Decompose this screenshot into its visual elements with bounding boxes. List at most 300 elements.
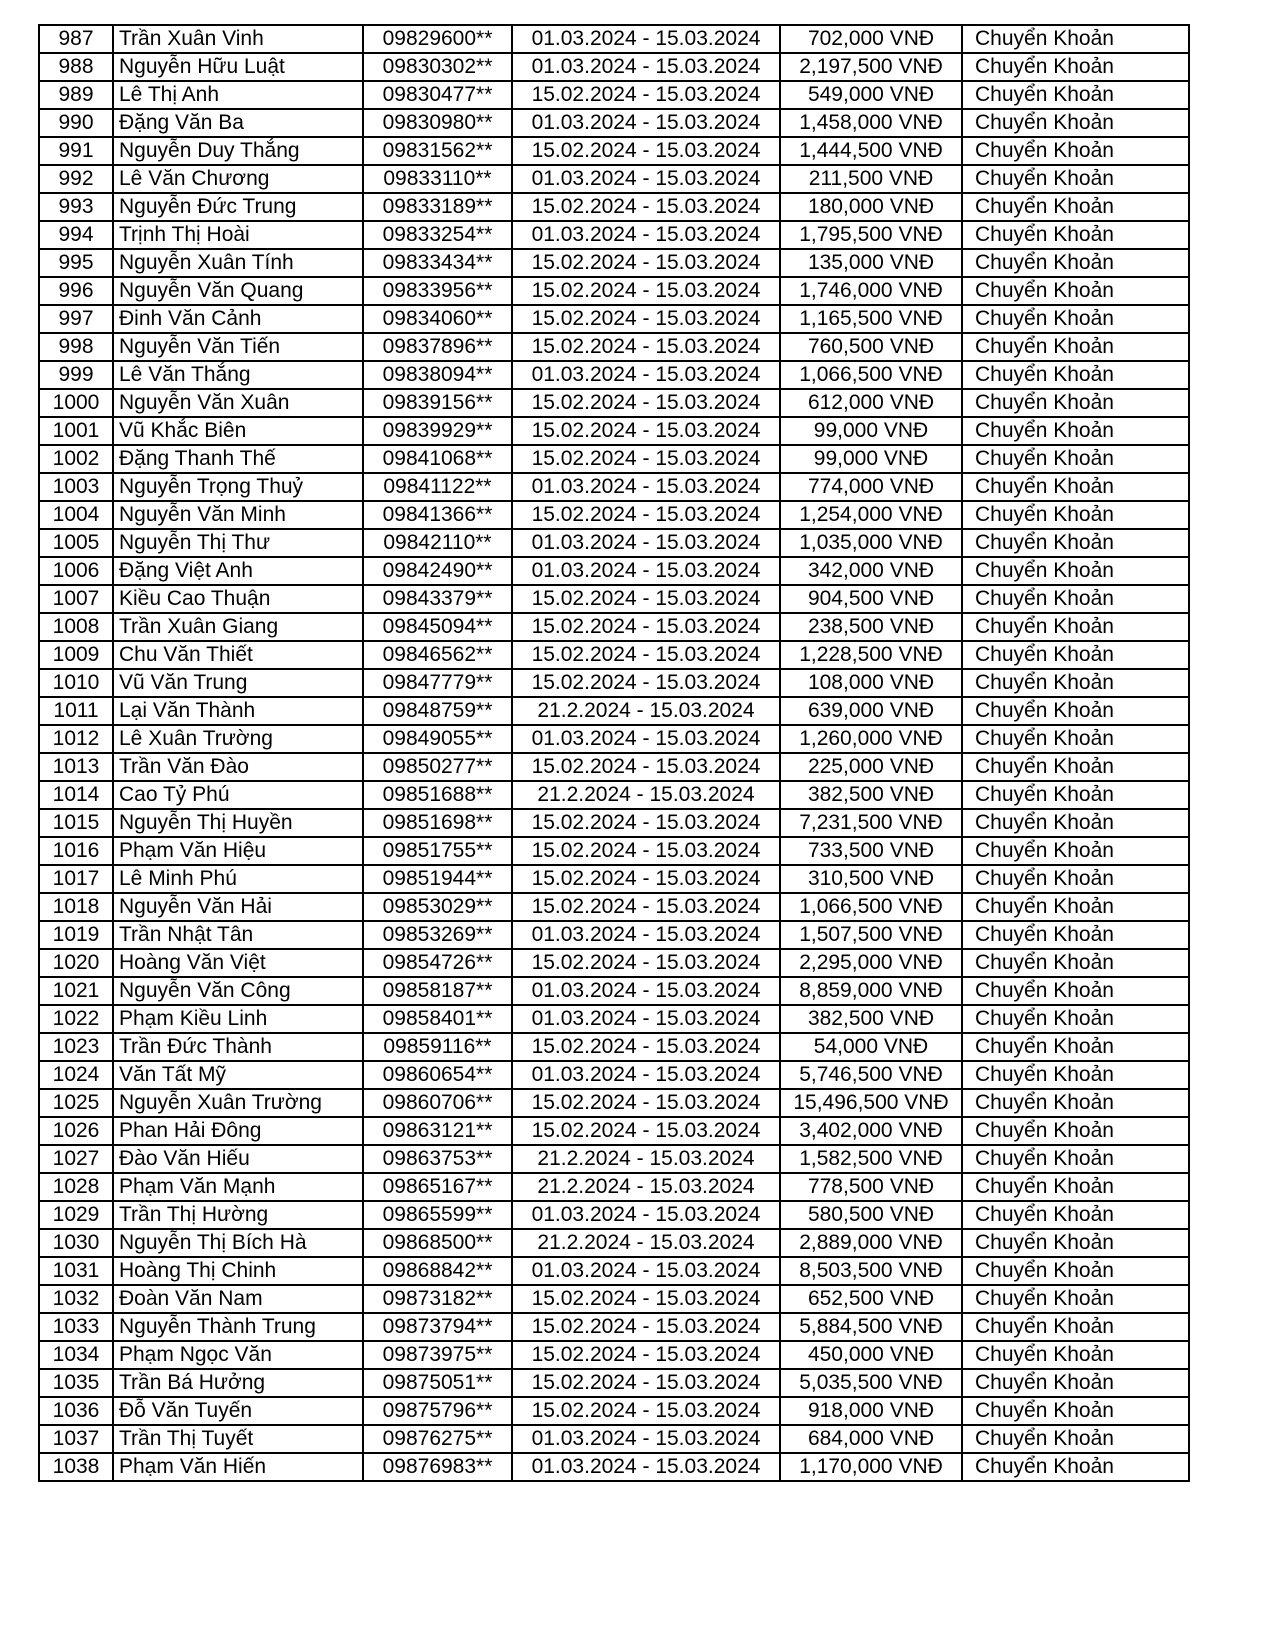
- recipient-name-cell: Trần Thị Tuyết: [113, 1425, 363, 1453]
- payment-method-cell: Chuyển Khoản: [962, 669, 1189, 697]
- phone-number-cell: 09865167**: [363, 1173, 512, 1201]
- row-number-cell: 1032: [39, 1285, 113, 1313]
- recipient-name-cell: Chu Văn Thiết: [113, 641, 363, 669]
- payment-method-cell: Chuyển Khoản: [962, 809, 1189, 837]
- payment-period-cell: 15.02.2024 - 15.03.2024: [512, 249, 780, 277]
- recipient-name-cell: Nguyễn Xuân Tính: [113, 249, 363, 277]
- payment-method-cell: Chuyển Khoản: [962, 1145, 1189, 1173]
- payment-amount-cell: 1,035,000 VNĐ: [780, 529, 962, 557]
- row-number-cell: 1023: [39, 1033, 113, 1061]
- payment-period-cell: 15.02.2024 - 15.03.2024: [512, 137, 780, 165]
- payment-amount-cell: 2,197,500 VNĐ: [780, 53, 962, 81]
- phone-number-cell: 09876983**: [363, 1453, 512, 1481]
- payment-method-cell: Chuyển Khoản: [962, 25, 1189, 53]
- payment-amount-cell: 15,496,500 VNĐ: [780, 1089, 962, 1117]
- payment-method-cell: Chuyển Khoản: [962, 1397, 1189, 1425]
- payment-period-cell: 15.02.2024 - 15.03.2024: [512, 753, 780, 781]
- payment-method-cell: Chuyển Khoản: [962, 1173, 1189, 1201]
- payment-method-cell: Chuyển Khoản: [962, 1285, 1189, 1313]
- phone-number-cell: 09839929**: [363, 417, 512, 445]
- table-row: [39, 865, 1189, 893]
- phone-number-cell: 09833189**: [363, 193, 512, 221]
- payment-method-cell: Chuyển Khoản: [962, 389, 1189, 417]
- payment-amount-cell: 612,000 VNĐ: [780, 389, 962, 417]
- recipient-name-cell: Trần Xuân Vinh: [113, 25, 363, 53]
- recipient-name-cell: Đào Văn Hiếu: [113, 1145, 363, 1173]
- payment-method-cell: Chuyển Khoản: [962, 53, 1189, 81]
- table-row: [39, 1229, 1189, 1257]
- phone-number-cell: 09863121**: [363, 1117, 512, 1145]
- table-row: [39, 81, 1189, 109]
- payment-method-cell: Chuyển Khoản: [962, 753, 1189, 781]
- phone-number-cell: 09865599**: [363, 1201, 512, 1229]
- recipient-name-cell: Nguyễn Thành Trung: [113, 1313, 363, 1341]
- row-number-cell: 1005: [39, 529, 113, 557]
- payment-period-cell: 21.2.2024 - 15.03.2024: [512, 1229, 780, 1257]
- recipient-name-cell: Hoàng Văn Việt: [113, 949, 363, 977]
- payment-period-cell: 15.02.2024 - 15.03.2024: [512, 333, 780, 361]
- phone-number-cell: 09851944**: [363, 865, 512, 893]
- table-row: [39, 109, 1189, 137]
- payment-period-cell: 15.02.2024 - 15.03.2024: [512, 669, 780, 697]
- recipient-name-cell: Đặng Việt Anh: [113, 557, 363, 585]
- payment-period-cell: 01.03.2024 - 15.03.2024: [512, 1425, 780, 1453]
- payment-period-cell: 01.03.2024 - 15.03.2024: [512, 557, 780, 585]
- recipient-name-cell: Lê Văn Chương: [113, 165, 363, 193]
- row-number-cell: 988: [39, 53, 113, 81]
- payment-period-cell: 21.2.2024 - 15.03.2024: [512, 1145, 780, 1173]
- payment-period-cell: 15.02.2024 - 15.03.2024: [512, 277, 780, 305]
- phone-number-cell: 09851688**: [363, 781, 512, 809]
- table-row: [39, 1117, 1189, 1145]
- recipient-name-cell: Phạm Ngọc Văn: [113, 1341, 363, 1369]
- table-row: [39, 1257, 1189, 1285]
- payment-method-cell: Chuyển Khoản: [962, 1033, 1189, 1061]
- row-number-cell: 998: [39, 333, 113, 361]
- payment-period-cell: 15.02.2024 - 15.03.2024: [512, 1117, 780, 1145]
- payment-period-cell: 01.03.2024 - 15.03.2024: [512, 1061, 780, 1089]
- table-row: [39, 165, 1189, 193]
- payment-amount-cell: 733,500 VNĐ: [780, 837, 962, 865]
- table-row: [39, 361, 1189, 389]
- table-row: [39, 585, 1189, 613]
- payment-method-cell: Chuyển Khoản: [962, 1313, 1189, 1341]
- row-number-cell: 1003: [39, 473, 113, 501]
- recipient-name-cell: Lê Thị Anh: [113, 81, 363, 109]
- recipient-name-cell: Phạm Văn Hiệu: [113, 837, 363, 865]
- recipient-name-cell: Nguyễn Văn Hải: [113, 893, 363, 921]
- payout-table: [38, 24, 1190, 1482]
- payment-period-cell: 15.02.2024 - 15.03.2024: [512, 417, 780, 445]
- row-number-cell: 991: [39, 137, 113, 165]
- payout-table-body: [39, 25, 1189, 1481]
- row-number-cell: 987: [39, 25, 113, 53]
- payment-period-cell: 15.02.2024 - 15.03.2024: [512, 1285, 780, 1313]
- recipient-name-cell: Nguyễn Đức Trung: [113, 193, 363, 221]
- table-row: [39, 1341, 1189, 1369]
- phone-number-cell: 09863753**: [363, 1145, 512, 1173]
- row-number-cell: 1017: [39, 865, 113, 893]
- recipient-name-cell: Trần Đức Thành: [113, 1033, 363, 1061]
- recipient-name-cell: Nguyễn Văn Quang: [113, 277, 363, 305]
- payment-period-cell: 15.02.2024 - 15.03.2024: [512, 1033, 780, 1061]
- payment-period-cell: 15.02.2024 - 15.03.2024: [512, 1341, 780, 1369]
- payment-amount-cell: 382,500 VNĐ: [780, 1005, 962, 1033]
- recipient-name-cell: Phạm Kiều Linh: [113, 1005, 363, 1033]
- payment-period-cell: 15.02.2024 - 15.03.2024: [512, 1369, 780, 1397]
- recipient-name-cell: Nguyễn Văn Tiến: [113, 333, 363, 361]
- phone-number-cell: 09833254**: [363, 221, 512, 249]
- phone-number-cell: 09841366**: [363, 501, 512, 529]
- payment-method-cell: Chuyển Khoản: [962, 1229, 1189, 1257]
- row-number-cell: 1018: [39, 893, 113, 921]
- payment-amount-cell: 549,000 VNĐ: [780, 81, 962, 109]
- row-number-cell: 1009: [39, 641, 113, 669]
- recipient-name-cell: Phạm Văn Hiến: [113, 1453, 363, 1481]
- recipient-name-cell: Nguyễn Hữu Luật: [113, 53, 363, 81]
- payment-method-cell: Chuyển Khoản: [962, 193, 1189, 221]
- payment-period-cell: 15.02.2024 - 15.03.2024: [512, 1089, 780, 1117]
- row-number-cell: 1002: [39, 445, 113, 473]
- table-row: [39, 1313, 1189, 1341]
- recipient-name-cell: Trần Văn Đào: [113, 753, 363, 781]
- table-row: [39, 277, 1189, 305]
- payment-method-cell: Chuyển Khoản: [962, 1369, 1189, 1397]
- row-number-cell: 1038: [39, 1453, 113, 1481]
- payment-period-cell: 15.02.2024 - 15.03.2024: [512, 613, 780, 641]
- recipient-name-cell: Đỗ Văn Tuyến: [113, 1397, 363, 1425]
- table-row: [39, 809, 1189, 837]
- table-row: [39, 1033, 1189, 1061]
- payment-period-cell: 01.03.2024 - 15.03.2024: [512, 977, 780, 1005]
- phone-number-cell: 09876275**: [363, 1425, 512, 1453]
- payment-amount-cell: 904,500 VNĐ: [780, 585, 962, 613]
- payment-period-cell: 21.2.2024 - 15.03.2024: [512, 781, 780, 809]
- phone-number-cell: 09830477**: [363, 81, 512, 109]
- table-row: [39, 837, 1189, 865]
- table-row: [39, 557, 1189, 585]
- phone-number-cell: 09851698**: [363, 809, 512, 837]
- payment-method-cell: Chuyển Khoản: [962, 109, 1189, 137]
- row-number-cell: 1037: [39, 1425, 113, 1453]
- payment-amount-cell: 8,503,500 VNĐ: [780, 1257, 962, 1285]
- phone-number-cell: 09845094**: [363, 613, 512, 641]
- payment-method-cell: Chuyển Khoản: [962, 1089, 1189, 1117]
- payment-period-cell: 01.03.2024 - 15.03.2024: [512, 361, 780, 389]
- phone-number-cell: 09834060**: [363, 305, 512, 333]
- recipient-name-cell: Nguyễn Thị Bích Hà: [113, 1229, 363, 1257]
- payment-method-cell: Chuyển Khoản: [962, 165, 1189, 193]
- table-row: [39, 221, 1189, 249]
- row-number-cell: 1024: [39, 1061, 113, 1089]
- recipient-name-cell: Trịnh Thị Hoài: [113, 221, 363, 249]
- recipient-name-cell: Trần Thị Hường: [113, 1201, 363, 1229]
- payment-amount-cell: 108,000 VNĐ: [780, 669, 962, 697]
- recipient-name-cell: Kiều Cao Thuận: [113, 585, 363, 613]
- payment-amount-cell: 918,000 VNĐ: [780, 1397, 962, 1425]
- payment-period-cell: 15.02.2024 - 15.03.2024: [512, 389, 780, 417]
- phone-number-cell: 09829600**: [363, 25, 512, 53]
- payment-period-cell: 01.03.2024 - 15.03.2024: [512, 1201, 780, 1229]
- recipient-name-cell: Nguyễn Duy Thắng: [113, 137, 363, 165]
- recipient-name-cell: Văn Tất Mỹ: [113, 1061, 363, 1089]
- phone-number-cell: 09841068**: [363, 445, 512, 473]
- row-number-cell: 993: [39, 193, 113, 221]
- payment-period-cell: 15.02.2024 - 15.03.2024: [512, 81, 780, 109]
- payment-amount-cell: 774,000 VNĐ: [780, 473, 962, 501]
- payment-amount-cell: 7,231,500 VNĐ: [780, 809, 962, 837]
- payment-period-cell: 01.03.2024 - 15.03.2024: [512, 1005, 780, 1033]
- phone-number-cell: 09873182**: [363, 1285, 512, 1313]
- payment-amount-cell: 1,507,500 VNĐ: [780, 921, 962, 949]
- phone-number-cell: 09858187**: [363, 977, 512, 1005]
- recipient-name-cell: Lê Xuân Trường: [113, 725, 363, 753]
- payment-amount-cell: 1,444,500 VNĐ: [780, 137, 962, 165]
- payment-amount-cell: 310,500 VNĐ: [780, 865, 962, 893]
- payment-period-cell: 21.2.2024 - 15.03.2024: [512, 697, 780, 725]
- payment-method-cell: Chuyển Khoản: [962, 641, 1189, 669]
- table-row: [39, 1089, 1189, 1117]
- recipient-name-cell: Trần Xuân Giang: [113, 613, 363, 641]
- payment-method-cell: Chuyển Khoản: [962, 1425, 1189, 1453]
- recipient-name-cell: Nguyễn Thị Thư: [113, 529, 363, 557]
- payment-amount-cell: 99,000 VNĐ: [780, 445, 962, 473]
- payment-amount-cell: 778,500 VNĐ: [780, 1173, 962, 1201]
- recipient-name-cell: Lê Văn Thắng: [113, 361, 363, 389]
- payment-method-cell: Chuyển Khoản: [962, 501, 1189, 529]
- row-number-cell: 995: [39, 249, 113, 277]
- phone-number-cell: 09837896**: [363, 333, 512, 361]
- phone-number-cell: 09846562**: [363, 641, 512, 669]
- recipient-name-cell: Đinh Văn Cảnh: [113, 305, 363, 333]
- phone-number-cell: 09833956**: [363, 277, 512, 305]
- phone-number-cell: 09842490**: [363, 557, 512, 585]
- row-number-cell: 1025: [39, 1089, 113, 1117]
- recipient-name-cell: Đoàn Văn Nam: [113, 1285, 363, 1313]
- payment-method-cell: Chuyển Khoản: [962, 865, 1189, 893]
- payment-amount-cell: 702,000 VNĐ: [780, 25, 962, 53]
- phone-number-cell: 09851755**: [363, 837, 512, 865]
- table-row: [39, 1061, 1189, 1089]
- payment-amount-cell: 2,295,000 VNĐ: [780, 949, 962, 977]
- payment-period-cell: 01.03.2024 - 15.03.2024: [512, 1257, 780, 1285]
- row-number-cell: 1001: [39, 417, 113, 445]
- payment-period-cell: 15.02.2024 - 15.03.2024: [512, 837, 780, 865]
- payment-period-cell: 15.02.2024 - 15.03.2024: [512, 641, 780, 669]
- phone-number-cell: 09860654**: [363, 1061, 512, 1089]
- table-row: [39, 753, 1189, 781]
- payment-method-cell: Chuyển Khoản: [962, 977, 1189, 1005]
- payment-method-cell: Chuyển Khoản: [962, 221, 1189, 249]
- payment-period-cell: 15.02.2024 - 15.03.2024: [512, 501, 780, 529]
- payment-period-cell: 15.02.2024 - 15.03.2024: [512, 585, 780, 613]
- payment-method-cell: Chuyển Khoản: [962, 1005, 1189, 1033]
- payment-method-cell: Chuyển Khoản: [962, 1117, 1189, 1145]
- payment-amount-cell: 225,000 VNĐ: [780, 753, 962, 781]
- payment-amount-cell: 684,000 VNĐ: [780, 1425, 962, 1453]
- phone-number-cell: 09875796**: [363, 1397, 512, 1425]
- recipient-name-cell: Vũ Khắc Biên: [113, 417, 363, 445]
- payment-amount-cell: 211,500 VNĐ: [780, 165, 962, 193]
- payment-method-cell: Chuyển Khoản: [962, 361, 1189, 389]
- phone-number-cell: 09873975**: [363, 1341, 512, 1369]
- payment-amount-cell: 342,000 VNĐ: [780, 557, 962, 585]
- payment-period-cell: 15.02.2024 - 15.03.2024: [512, 1397, 780, 1425]
- table-row: [39, 977, 1189, 1005]
- payment-method-cell: Chuyển Khoản: [962, 1061, 1189, 1089]
- payment-method-cell: Chuyển Khoản: [962, 949, 1189, 977]
- recipient-name-cell: Lê Minh Phú: [113, 865, 363, 893]
- payment-period-cell: 01.03.2024 - 15.03.2024: [512, 221, 780, 249]
- payment-period-cell: 15.02.2024 - 15.03.2024: [512, 305, 780, 333]
- payment-period-cell: 15.02.2024 - 15.03.2024: [512, 1313, 780, 1341]
- table-row: [39, 389, 1189, 417]
- row-number-cell: 1036: [39, 1397, 113, 1425]
- payment-method-cell: Chuyển Khoản: [962, 1201, 1189, 1229]
- table-row: [39, 1201, 1189, 1229]
- payment-amount-cell: 1,066,500 VNĐ: [780, 361, 962, 389]
- table-row: [39, 249, 1189, 277]
- payment-amount-cell: 1,795,500 VNĐ: [780, 221, 962, 249]
- payment-period-cell: 01.03.2024 - 15.03.2024: [512, 725, 780, 753]
- payment-amount-cell: 5,035,500 VNĐ: [780, 1369, 962, 1397]
- payment-amount-cell: 652,500 VNĐ: [780, 1285, 962, 1313]
- row-number-cell: 1015: [39, 809, 113, 837]
- payment-amount-cell: 5,884,500 VNĐ: [780, 1313, 962, 1341]
- row-number-cell: 1033: [39, 1313, 113, 1341]
- table-row: [39, 305, 1189, 333]
- payment-amount-cell: 3,402,000 VNĐ: [780, 1117, 962, 1145]
- row-number-cell: 1014: [39, 781, 113, 809]
- payment-amount-cell: 180,000 VNĐ: [780, 193, 962, 221]
- row-number-cell: 992: [39, 165, 113, 193]
- recipient-name-cell: Đặng Văn Ba: [113, 109, 363, 137]
- recipient-name-cell: Nguyễn Xuân Trường: [113, 1089, 363, 1117]
- table-row: [39, 25, 1189, 53]
- table-row: [39, 725, 1189, 753]
- recipient-name-cell: Hoàng Thị Chinh: [113, 1257, 363, 1285]
- payment-amount-cell: 1,254,000 VNĐ: [780, 501, 962, 529]
- row-number-cell: 1004: [39, 501, 113, 529]
- payment-period-cell: 01.03.2024 - 15.03.2024: [512, 109, 780, 137]
- phone-number-cell: 09838094**: [363, 361, 512, 389]
- table-row: [39, 501, 1189, 529]
- phone-number-cell: 09839156**: [363, 389, 512, 417]
- table-row: [39, 1425, 1189, 1453]
- row-number-cell: 1020: [39, 949, 113, 977]
- phone-number-cell: 09847779**: [363, 669, 512, 697]
- recipient-name-cell: Vũ Văn Trung: [113, 669, 363, 697]
- row-number-cell: 1034: [39, 1341, 113, 1369]
- phone-number-cell: 09848759**: [363, 697, 512, 725]
- payment-amount-cell: 135,000 VNĐ: [780, 249, 962, 277]
- recipient-name-cell: Trần Bá Hưởng: [113, 1369, 363, 1397]
- payment-amount-cell: 1,458,000 VNĐ: [780, 109, 962, 137]
- payment-method-cell: Chuyển Khoản: [962, 445, 1189, 473]
- payment-period-cell: 01.03.2024 - 15.03.2024: [512, 25, 780, 53]
- payment-method-cell: Chuyển Khoản: [962, 277, 1189, 305]
- payment-method-cell: Chuyển Khoản: [962, 585, 1189, 613]
- phone-number-cell: 09831562**: [363, 137, 512, 165]
- row-number-cell: 1026: [39, 1117, 113, 1145]
- table-row: [39, 1005, 1189, 1033]
- payment-amount-cell: 238,500 VNĐ: [780, 613, 962, 641]
- phone-number-cell: 09860706**: [363, 1089, 512, 1117]
- payment-period-cell: 01.03.2024 - 15.03.2024: [512, 53, 780, 81]
- payment-period-cell: 15.02.2024 - 15.03.2024: [512, 949, 780, 977]
- payment-method-cell: Chuyển Khoản: [962, 81, 1189, 109]
- row-number-cell: 1021: [39, 977, 113, 1005]
- table-row: [39, 1285, 1189, 1313]
- phone-number-cell: 09833434**: [363, 249, 512, 277]
- payment-amount-cell: 54,000 VNĐ: [780, 1033, 962, 1061]
- recipient-name-cell: Nguyễn Thị Huyền: [113, 809, 363, 837]
- row-number-cell: 1031: [39, 1257, 113, 1285]
- row-number-cell: 1022: [39, 1005, 113, 1033]
- payment-amount-cell: 1,582,500 VNĐ: [780, 1145, 962, 1173]
- table-row: [39, 1145, 1189, 1173]
- phone-number-cell: 09859116**: [363, 1033, 512, 1061]
- row-number-cell: 1027: [39, 1145, 113, 1173]
- row-number-cell: 1030: [39, 1229, 113, 1257]
- payment-period-cell: 01.03.2024 - 15.03.2024: [512, 1453, 780, 1481]
- phone-number-cell: 09858401**: [363, 1005, 512, 1033]
- payment-amount-cell: 760,500 VNĐ: [780, 333, 962, 361]
- recipient-name-cell: Nguyễn Trọng Thuỷ: [113, 473, 363, 501]
- payment-amount-cell: 450,000 VNĐ: [780, 1341, 962, 1369]
- phone-number-cell: 09853269**: [363, 921, 512, 949]
- table-row: [39, 333, 1189, 361]
- payment-method-cell: Chuyển Khoản: [962, 697, 1189, 725]
- row-number-cell: 1011: [39, 697, 113, 725]
- table-row: [39, 1173, 1189, 1201]
- table-row: [39, 1453, 1189, 1481]
- payment-method-cell: Chuyển Khoản: [962, 725, 1189, 753]
- table-row: [39, 893, 1189, 921]
- phone-number-cell: 09873794**: [363, 1313, 512, 1341]
- recipient-name-cell: Cao Tỷ Phú: [113, 781, 363, 809]
- payment-amount-cell: 8,859,000 VNĐ: [780, 977, 962, 1005]
- table-row: [39, 1369, 1189, 1397]
- row-number-cell: 1008: [39, 613, 113, 641]
- table-row: [39, 137, 1189, 165]
- table-row: [39, 473, 1189, 501]
- payment-method-cell: Chuyển Khoản: [962, 557, 1189, 585]
- payment-amount-cell: 382,500 VNĐ: [780, 781, 962, 809]
- phone-number-cell: 09830980**: [363, 109, 512, 137]
- table-row: [39, 1397, 1189, 1425]
- table-row: [39, 417, 1189, 445]
- payment-method-cell: Chuyển Khoản: [962, 781, 1189, 809]
- payment-method-cell: Chuyển Khoản: [962, 333, 1189, 361]
- payment-method-cell: Chuyển Khoản: [962, 529, 1189, 557]
- phone-number-cell: 09850277**: [363, 753, 512, 781]
- row-number-cell: 1013: [39, 753, 113, 781]
- table-row: [39, 669, 1189, 697]
- payment-method-cell: Chuyển Khoản: [962, 417, 1189, 445]
- row-number-cell: 1007: [39, 585, 113, 613]
- phone-number-cell: 09868842**: [363, 1257, 512, 1285]
- row-number-cell: 999: [39, 361, 113, 389]
- row-number-cell: 1019: [39, 921, 113, 949]
- phone-number-cell: 09833110**: [363, 165, 512, 193]
- phone-number-cell: 09868500**: [363, 1229, 512, 1257]
- payment-period-cell: 15.02.2024 - 15.03.2024: [512, 865, 780, 893]
- recipient-name-cell: Nguyễn Văn Công: [113, 977, 363, 1005]
- payment-period-cell: 01.03.2024 - 15.03.2024: [512, 473, 780, 501]
- phone-number-cell: 09853029**: [363, 893, 512, 921]
- recipient-name-cell: Nguyễn Văn Minh: [113, 501, 363, 529]
